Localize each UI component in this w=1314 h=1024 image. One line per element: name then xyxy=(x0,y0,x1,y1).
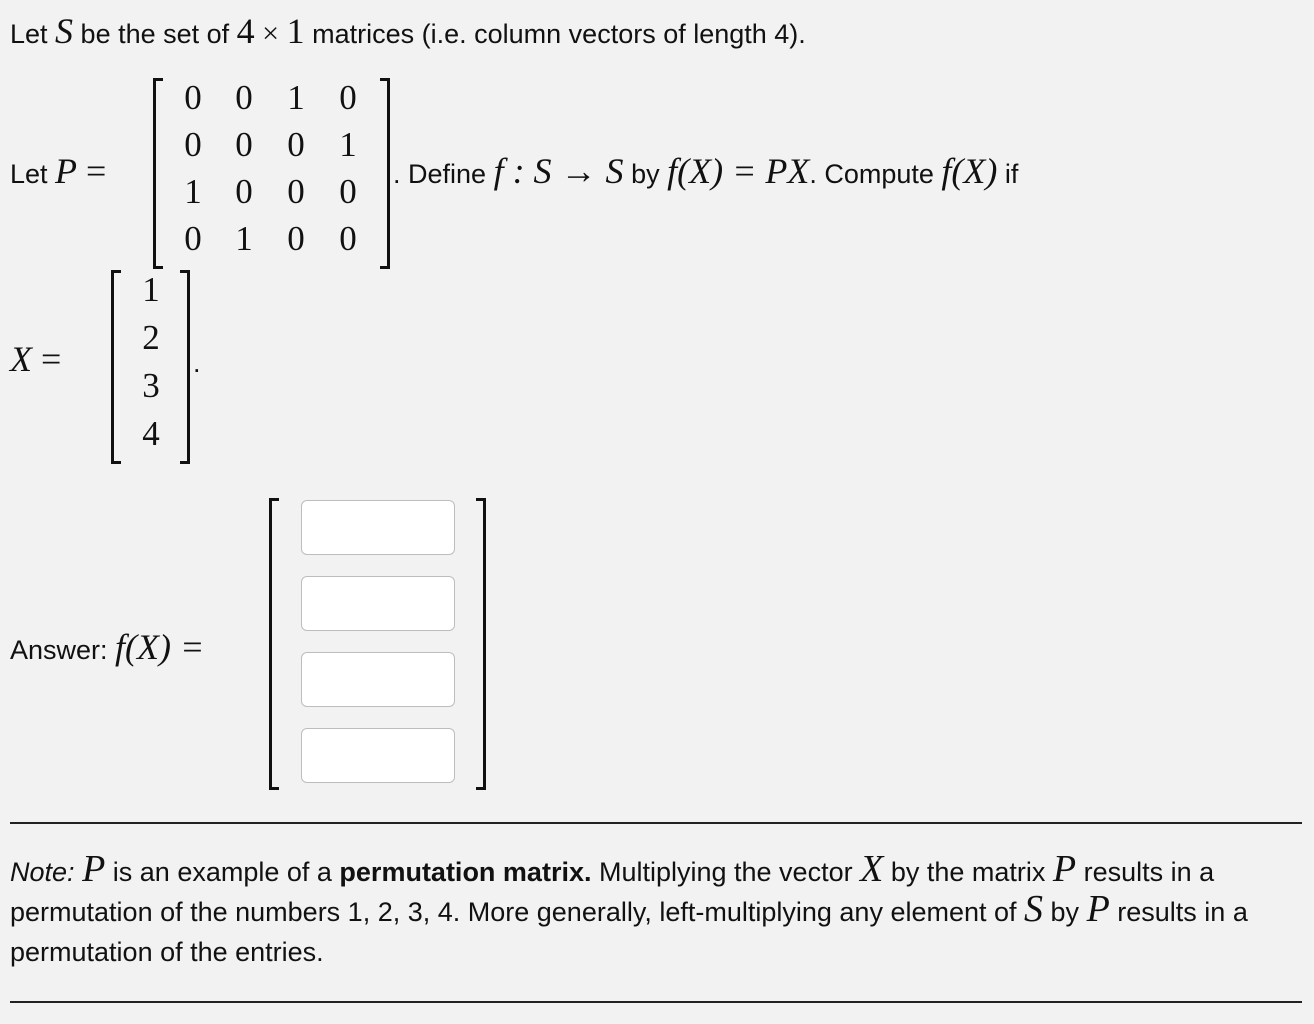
matrix-P-cell: 0 xyxy=(339,78,357,117)
intro-text-2: be the set of xyxy=(73,19,237,49)
matrix-P-cell: 1 xyxy=(287,78,305,117)
vector-X-entry: 1 xyxy=(142,270,160,309)
note-text-1: is an example of a xyxy=(105,857,340,887)
intro-text-1: Let xyxy=(10,19,56,49)
note-text-4: results in a permutation of the numbers 1, 2, 3, 4. More generally, left-multiplying any element of xyxy=(10,857,1215,927)
vector-X-entry: 4 xyxy=(142,414,160,453)
note-paragraph xyxy=(10,848,1305,972)
vector-X-entry: 2 xyxy=(142,318,160,357)
matrix-P-cell: 1 xyxy=(235,219,253,258)
map-formula: f(X) = PX xyxy=(667,151,810,191)
matrix-P-cell: 0 xyxy=(339,172,357,211)
note-label: Note: xyxy=(10,857,75,887)
matrix-P-cell: 1 xyxy=(184,172,202,211)
note-text-5: by xyxy=(1043,897,1087,927)
vector-X-label xyxy=(10,338,61,380)
let-text: Let xyxy=(10,159,56,189)
matrix-P-cell: 0 xyxy=(235,78,253,117)
matrix-P-cell: 0 xyxy=(184,78,202,117)
intro-text-3: matrices (i.e. column vectors of length 4). xyxy=(304,19,806,49)
answer-left-bracket xyxy=(269,498,279,790)
answer-right-bracket xyxy=(476,498,486,790)
vector-X-left-bracket xyxy=(111,270,121,464)
answer-input-1[interactable] xyxy=(301,500,455,555)
fx-expression: f(X) xyxy=(941,151,998,191)
note-text-2: Multiplying the vector xyxy=(591,857,861,887)
equals-sign: = xyxy=(77,151,107,191)
intro-line xyxy=(10,10,806,52)
note-text-6: results in a permutation of the entries. xyxy=(10,897,1248,967)
matrix-P-cell: 0 xyxy=(235,125,253,164)
matrix-P-right-bracket xyxy=(380,78,390,269)
matrix-P-left-bracket xyxy=(153,78,163,269)
note-bold: permutation matrix. xyxy=(339,857,592,887)
vector-X-right-bracket xyxy=(180,270,190,464)
vector-X-symbol: X xyxy=(10,339,32,379)
dim-cols: 1 xyxy=(286,11,305,51)
vector-period: . xyxy=(193,348,201,378)
matrix-P-cell: 0 xyxy=(287,172,305,211)
note-X: X xyxy=(860,848,884,890)
let-P-label xyxy=(10,150,106,192)
matrix-P-cell: 0 xyxy=(184,219,202,258)
answer-input-3[interactable] xyxy=(301,652,455,707)
vector-X-entry: 3 xyxy=(142,366,160,405)
answer-input-2[interactable] xyxy=(301,576,455,631)
by-text: by xyxy=(623,159,668,189)
matrix-P-cell: 0 xyxy=(339,219,357,258)
note-S: S xyxy=(1024,888,1044,930)
answer-fx: f(X) = xyxy=(115,627,205,667)
note-P3: P xyxy=(1086,888,1110,930)
divider-top xyxy=(10,822,1302,824)
note-P2: P xyxy=(1052,848,1077,890)
matrix-P-cell: 0 xyxy=(184,125,202,164)
set-S: S xyxy=(55,11,74,51)
define-text: . Define xyxy=(393,159,494,189)
dim-rows: 4 xyxy=(236,11,255,51)
matrix-P-cell: 1 xyxy=(339,125,357,164)
map-signature: f : S → S xyxy=(493,151,624,191)
answer-label xyxy=(10,626,204,668)
equals-sign: = xyxy=(32,339,62,379)
note-P: P xyxy=(82,848,106,890)
answer-text: Answer: xyxy=(10,635,116,665)
answer-input-4[interactable] xyxy=(301,728,455,783)
matrix-P-cell: 0 xyxy=(287,125,305,164)
matrix-P-symbol: P xyxy=(55,151,78,191)
if-text: if xyxy=(997,159,1019,189)
definition-line xyxy=(393,150,1018,192)
note-text-3: by the matrix xyxy=(883,857,1053,887)
matrix-P-cell: 0 xyxy=(287,219,305,258)
divider-bottom xyxy=(10,1001,1302,1003)
matrix-P-cell: 0 xyxy=(235,172,253,211)
compute-text: . Compute xyxy=(809,159,942,189)
times-symbol: × xyxy=(262,17,280,50)
